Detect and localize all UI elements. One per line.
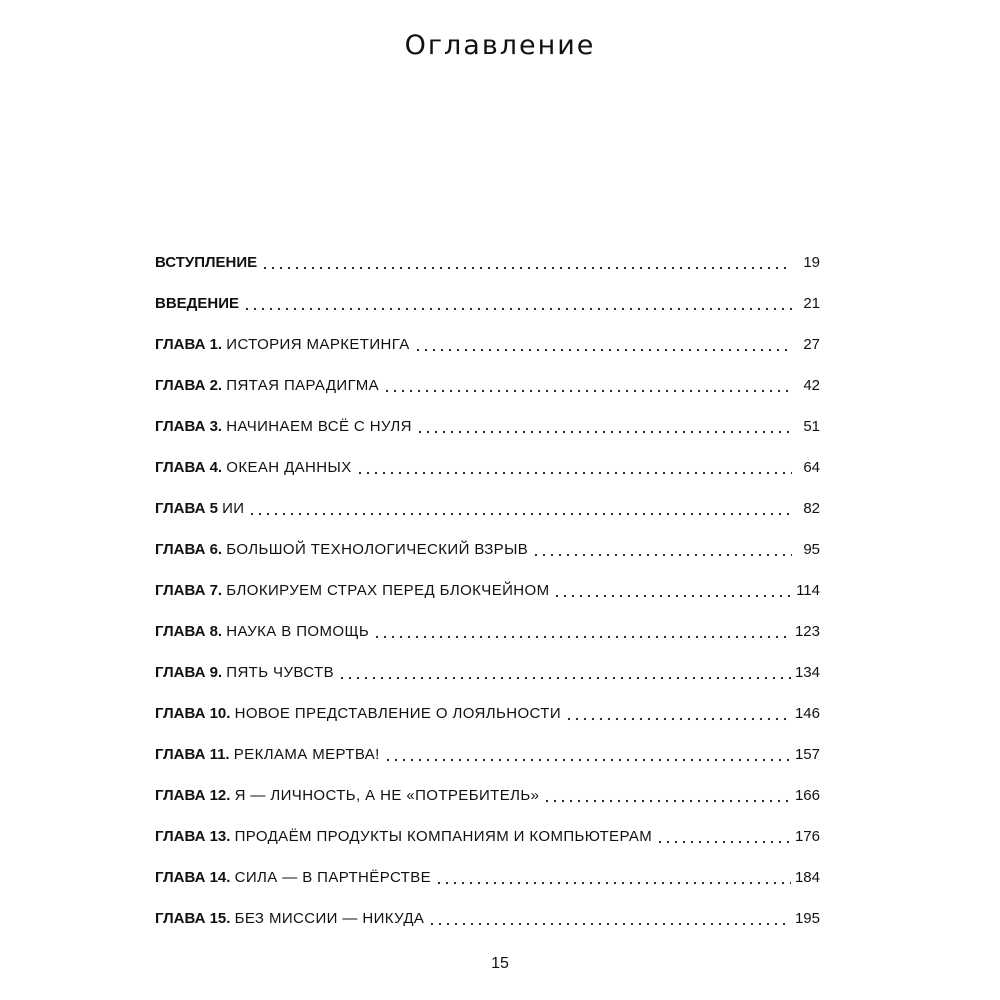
toc-entry-prefix: ГЛАВА 2. [155, 377, 223, 394]
toc-entry-title: БОЛЬШОЙ ТЕХНОЛОГИЧЕСКИЙ ВЗРЫВ [226, 541, 529, 558]
toc-entry-label [155, 336, 410, 353]
dot-leader [338, 665, 791, 680]
toc-entry [155, 662, 820, 703]
dot-leader [428, 911, 791, 926]
toc-entry [155, 457, 820, 498]
toc-entry-title: БЛОКИРУЕМ СТРАХ ПЕРЕД БЛОКЧЕЙНОМ [226, 582, 550, 599]
toc-entry [155, 826, 820, 867]
dot-leader [543, 788, 791, 803]
toc-entry-title: БЕЗ МИССИИ — НИКУДА [234, 910, 425, 927]
toc-entry-label [155, 746, 380, 763]
dot-leader [373, 624, 791, 639]
toc-entry-page: 157 [794, 746, 820, 763]
toc-entry-title: ИИ [222, 500, 245, 517]
toc-entry [155, 375, 820, 416]
toc-entry-prefix: ГЛАВА 10. [155, 705, 231, 722]
toc-entry-label [155, 910, 424, 927]
toc-entry [155, 252, 820, 293]
toc-entry [155, 334, 820, 375]
dot-leader [532, 542, 792, 557]
toc-entry-label [155, 787, 539, 804]
toc-entry-prefix: ГЛАВА 5 [155, 500, 218, 517]
toc-entry-label [155, 541, 528, 558]
toc-entry-prefix: ГЛАВА 6. [155, 541, 223, 558]
toc-entry-label [155, 254, 257, 271]
toc-entry-title: НОВОЕ ПРЕДСТАВЛЕНИЕ О ЛОЯЛЬНОСТИ [234, 705, 561, 722]
toc-entry-title: ОКЕАН ДАННЫХ [226, 459, 352, 476]
toc-entry-page: 114 [796, 582, 820, 599]
toc-entry-page: 42 [803, 377, 820, 394]
dot-leader [384, 747, 791, 762]
toc-entry-prefix: ГЛАВА 3. [155, 418, 223, 435]
toc-entry-page: 184 [794, 869, 820, 886]
dot-leader [435, 870, 791, 885]
dot-leader [248, 501, 792, 516]
toc-entry-label [155, 459, 352, 476]
toc-entry-title: ПЯТАЯ ПАРАДИГМА [226, 377, 380, 394]
toc-entry-title: НАУКА В ПОМОЩЬ [226, 623, 370, 640]
dot-leader [416, 419, 792, 434]
toc-entry-prefix: ГЛАВА 12. [155, 787, 231, 804]
toc-entry-prefix: ВСТУПЛЕНИЕ [155, 254, 258, 271]
toc-entry-label [155, 377, 379, 394]
toc-entry-label [155, 869, 431, 886]
dot-leader [656, 829, 791, 844]
toc-entry [155, 867, 820, 908]
toc-entry-label [155, 582, 549, 599]
toc-entry-label [155, 295, 239, 312]
table-of-contents [155, 252, 820, 949]
toc-entry-page: 146 [794, 705, 820, 722]
toc-entry-prefix: ГЛАВА 1. [155, 336, 223, 353]
page-title: Оглавление [404, 30, 596, 61]
toc-entry [155, 744, 820, 785]
toc-entry-prefix: ГЛАВА 7. [155, 582, 223, 599]
toc-entry-label [155, 664, 334, 681]
toc-entry-label [155, 500, 244, 517]
toc-entry-prefix: ГЛАВА 15. [155, 910, 231, 927]
toc-entry-page: 27 [803, 336, 820, 353]
toc-entry [155, 498, 820, 539]
toc-entry-title: СИЛА — В ПАРТНЁРСТВЕ [234, 869, 432, 886]
toc-entry-label [155, 623, 369, 640]
toc-entry-title: РЕКЛАМА МЕРТВА! [233, 746, 380, 763]
dot-leader [261, 255, 792, 270]
toc-entry-label [155, 705, 561, 722]
toc-entry-page: 134 [794, 664, 820, 681]
toc-entry [155, 785, 820, 826]
toc-entry-page: 123 [794, 623, 820, 640]
toc-entry-page: 176 [794, 828, 820, 845]
toc-entry [155, 703, 820, 744]
toc-entry-page: 95 [803, 541, 820, 558]
toc-entry [155, 621, 820, 662]
toc-entry [155, 908, 820, 949]
toc-entry-prefix: ВВЕДЕНИЕ [155, 295, 239, 312]
toc-entry-page: 82 [803, 500, 820, 517]
dot-leader [414, 337, 792, 352]
toc-entry-prefix: ГЛАВА 13. [155, 828, 231, 845]
toc-entry-page: 21 [803, 295, 820, 312]
dot-leader [553, 583, 792, 598]
toc-entry-prefix: ГЛАВА 8. [155, 623, 223, 640]
dot-leader [243, 296, 792, 311]
toc-entry-title: ПЯТЬ ЧУВСТВ [226, 664, 334, 681]
dot-leader [565, 706, 791, 721]
toc-entry-label [155, 418, 412, 435]
toc-entry-prefix: ГЛАВА 11. [155, 746, 230, 763]
toc-entry-label [155, 828, 652, 845]
page-number: 15 [491, 955, 509, 972]
dot-leader [383, 378, 792, 393]
dot-leader [356, 460, 792, 475]
toc-entry [155, 580, 820, 621]
toc-entry-prefix: ГЛАВА 4. [155, 459, 223, 476]
toc-entry-prefix: ГЛАВА 14. [155, 869, 231, 886]
toc-entry-page: 64 [803, 459, 820, 476]
toc-entry-page: 19 [803, 254, 820, 271]
toc-entry-title: НАЧИНАЕМ ВСЁ С НУЛЯ [226, 418, 412, 435]
toc-entry-title: ИСТОРИЯ МАРКЕТИНГА [226, 336, 410, 353]
toc-entry-page: 195 [794, 910, 820, 927]
toc-entry-title: ПРОДАЁМ ПРОДУКТЫ КОМПАНИЯМ И КОМПЬЮТЕРАМ [234, 828, 653, 845]
toc-entry-page: 51 [803, 418, 820, 435]
toc-entry [155, 416, 820, 457]
toc-entry-title: Я — ЛИЧНОСТЬ, А НЕ «ПОТРЕБИТЕЛЬ» [234, 787, 540, 804]
toc-entry-prefix: ГЛАВА 9. [155, 664, 223, 681]
toc-entry [155, 293, 820, 334]
toc-entry [155, 539, 820, 580]
toc-entry-page: 166 [794, 787, 820, 804]
